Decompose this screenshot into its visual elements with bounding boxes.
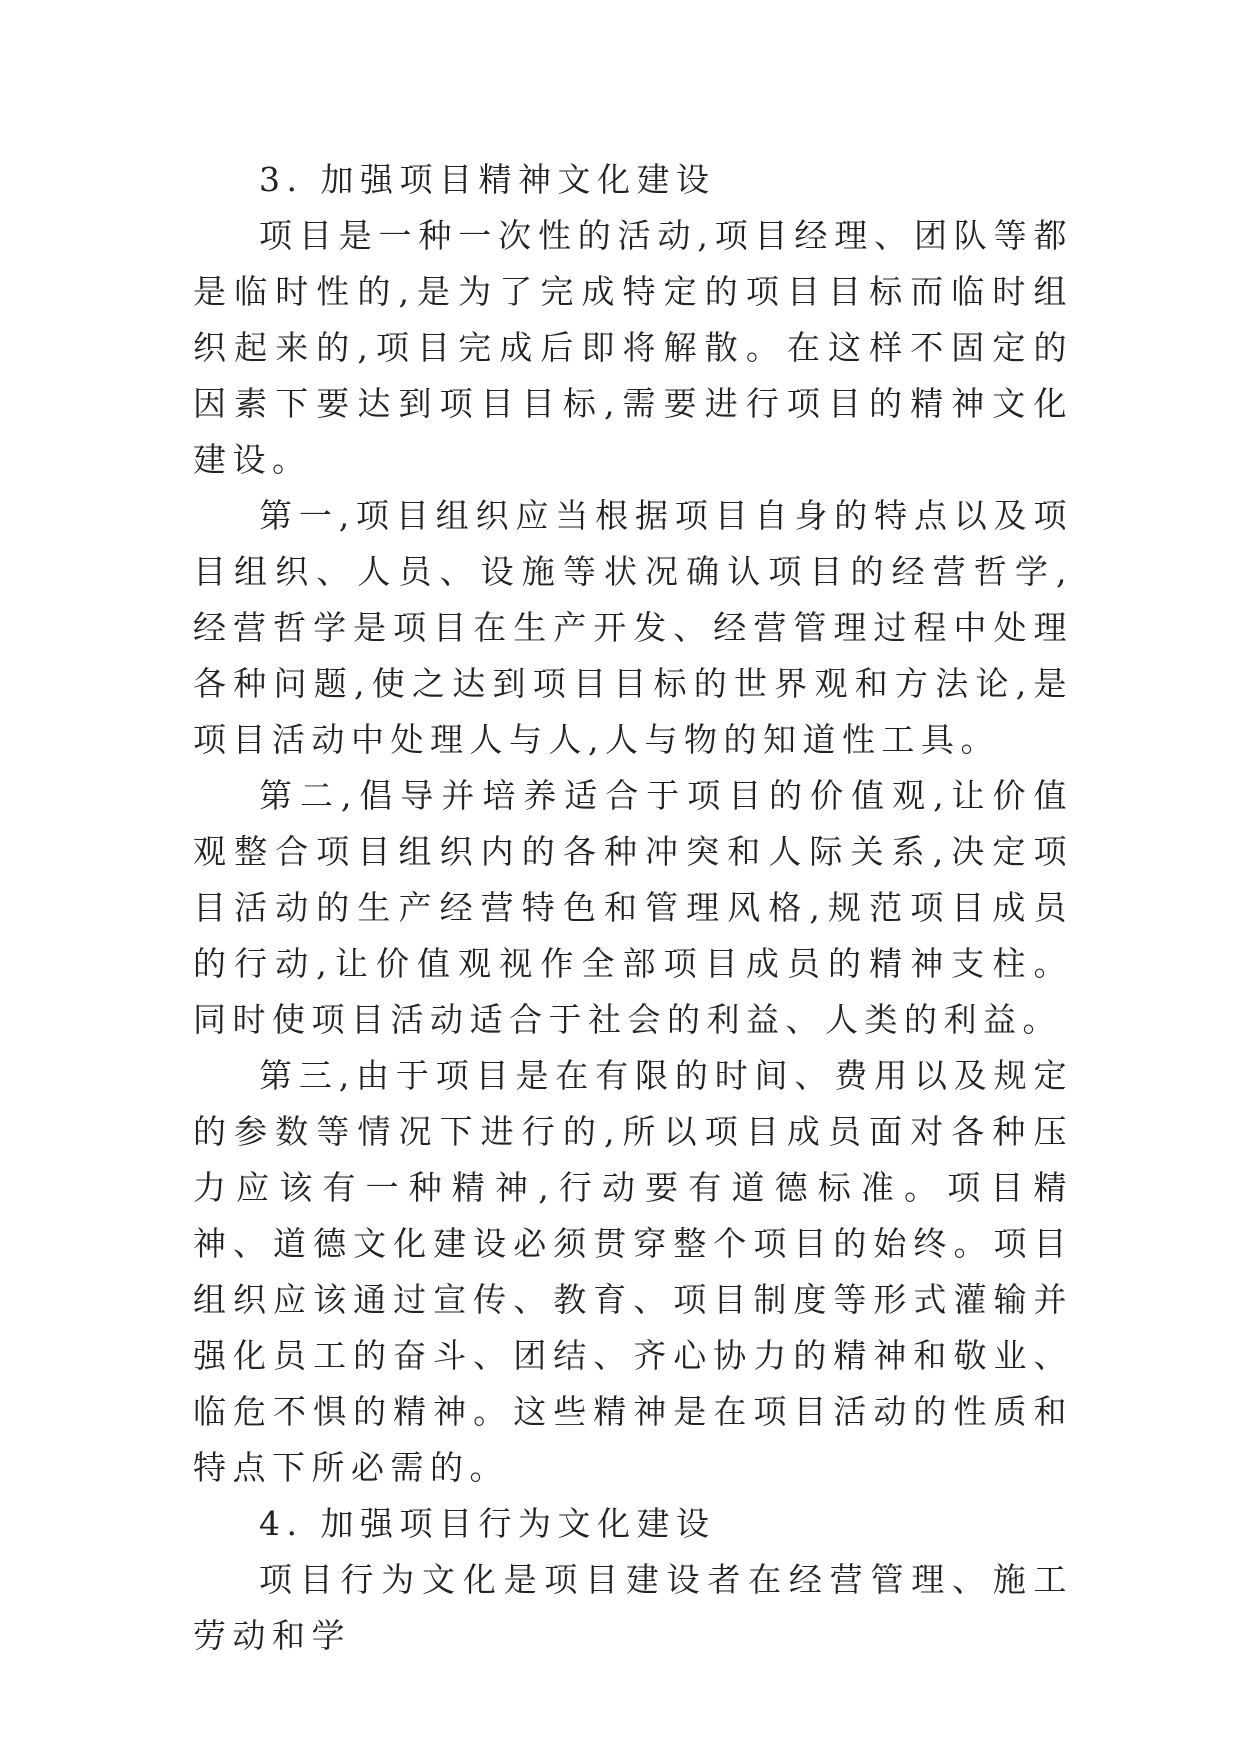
paragraph-second: 第二,倡导并培养适合于项目的价值观,让价值观整合项目组织内的各种冲突和人际关系,决定项目活动的生产经营特色和管理风格,规范项目成员的行动,让价值观视作全部项目成员的精神支柱。同时使项目活动适合于社会的利益、人类的利益。 — [193, 776, 1073, 1039]
document-body — [193, 152, 1073, 1664]
section-heading-4: 4. 加强项目行为文化建设 — [259, 1504, 716, 1543]
paragraph-behavior-culture: 项目行为文化是项目建设者在经营管理、施工劳动和学 — [193, 1560, 1073, 1655]
paragraph-third: 第三,由于项目是在有限的时间、费用以及规定的参数等情况下进行的,所以项目成员面对各种压力应该有一种精神,行动要有道德标准。项目精神、道德文化建设必须贯穿整个项目的始终。项目组织应该通过宣传、教育、项目制度等形式灌输并强化员工的奋斗、团结、齐心协力的精神和敬业、临危不惧的精神。这些精神是在项目活动的性质和特点下所必需的。 — [193, 1056, 1073, 1487]
paragraph-first: 第一,项目组织应当根据项目自身的特点以及项目组织、人员、设施等状况确认项目的经营哲学,经营哲学是项目在生产开发、经营管理过程中处理各种问题,使之达到项目目标的世界观和方法论,是项目活动中处理人与人,人与物的知道性工具。 — [193, 496, 1073, 759]
paragraph-intro: 项目是一种一次性的活动,项目经理、团队等都是临时性的,是为了完成特定的项目目标而临时组织起来的,项目完成后即将解散。在这样不固定的因素下要达到项目目标,需要进行项目的精神文化建设。 — [193, 216, 1073, 479]
section-heading-3: 3. 加强项目精神文化建设 — [259, 160, 716, 199]
